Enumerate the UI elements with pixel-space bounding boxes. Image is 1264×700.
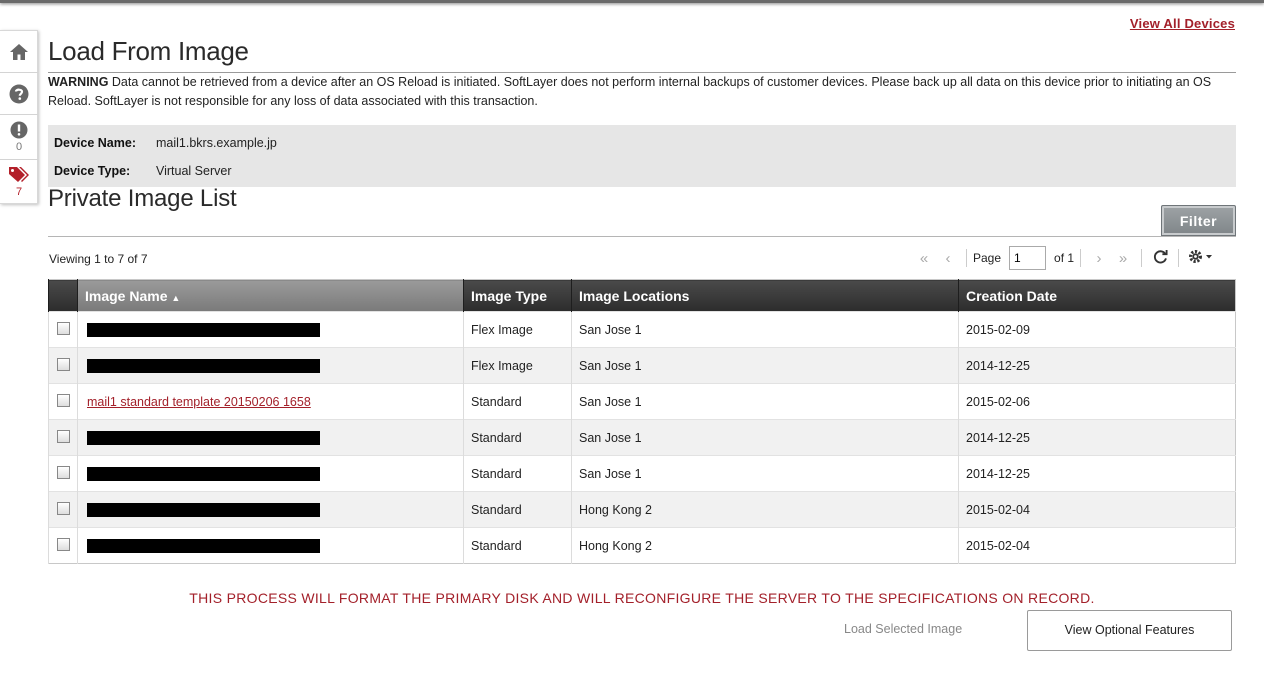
load-selected-image-button[interactable]: Load Selected Image bbox=[844, 622, 963, 636]
table-row[interactable] bbox=[49, 384, 1236, 420]
rail-help[interactable] bbox=[0, 73, 38, 115]
view-optional-features-button[interactable]: View Optional Features bbox=[1027, 610, 1232, 651]
last-page-icon[interactable]: » bbox=[1118, 249, 1128, 267]
image-table bbox=[48, 279, 1236, 564]
creation-date-cell: 2015-02-04 bbox=[959, 528, 1236, 564]
tags-count: 7 bbox=[15, 185, 23, 198]
table-row[interactable] bbox=[49, 312, 1236, 348]
device-type-value: Virtual Server bbox=[156, 164, 232, 178]
sort-asc-icon: ▲ bbox=[171, 292, 181, 303]
warning-text: Data cannot be retrieved from a device after an OS Reload is initiated. SoftLayer does not perform internal backups of customer devices. Please back up all data on this device prior to initiating an OS Reload. SoftLayer is not responsible for any loss of data associated with this transaction. bbox=[48, 75, 1212, 108]
table-header-row bbox=[49, 280, 1236, 312]
redacted-image-name bbox=[87, 503, 320, 517]
settings-gear-icon[interactable] bbox=[1185, 249, 1217, 268]
creation-date-cell: 2015-02-09 bbox=[959, 312, 1236, 348]
help-icon bbox=[9, 84, 29, 104]
image-name-cell bbox=[78, 456, 464, 492]
prev-page-icon[interactable]: ‹ bbox=[945, 249, 951, 267]
warning-label: WARNING bbox=[48, 75, 109, 89]
row-select-cell bbox=[49, 348, 78, 384]
viewing-count: Viewing 1 to 7 of 7 bbox=[49, 252, 148, 266]
redacted-image-name bbox=[87, 323, 320, 337]
row-select-cell bbox=[49, 420, 78, 456]
tags-icon bbox=[8, 166, 30, 184]
pager-divider bbox=[1141, 249, 1142, 267]
row-select-cell bbox=[49, 312, 78, 348]
section-divider bbox=[48, 236, 1236, 237]
redacted-image-name bbox=[87, 431, 320, 445]
column-image-name[interactable] bbox=[78, 280, 464, 312]
image-location-cell: San Jose 1 bbox=[572, 420, 959, 456]
image-type-cell: Flex Image bbox=[464, 348, 572, 384]
rail-alerts[interactable] bbox=[0, 115, 38, 160]
pager-divider bbox=[1178, 249, 1179, 267]
device-info-panel bbox=[48, 125, 1236, 187]
alert-icon bbox=[10, 121, 28, 139]
pager-divider bbox=[966, 249, 967, 267]
image-location-cell: San Jose 1 bbox=[572, 348, 959, 384]
column-image-locations[interactable]: Image Locations bbox=[572, 280, 959, 312]
row-checkbox[interactable] bbox=[57, 466, 70, 479]
table-row[interactable] bbox=[49, 420, 1236, 456]
table-row[interactable] bbox=[49, 348, 1236, 384]
row-select-cell bbox=[49, 492, 78, 528]
pager-divider bbox=[1080, 249, 1081, 267]
image-location-cell: Hong Kong 2 bbox=[572, 528, 959, 564]
table-row[interactable] bbox=[49, 528, 1236, 564]
next-page-icon[interactable]: › bbox=[1096, 249, 1102, 267]
device-type-label: Device Type: bbox=[54, 164, 131, 178]
redacted-image-name bbox=[87, 539, 320, 553]
image-type-cell: Standard bbox=[464, 528, 572, 564]
device-type-row bbox=[54, 164, 232, 178]
rail-home[interactable] bbox=[0, 31, 38, 73]
image-location-cell: San Jose 1 bbox=[572, 384, 959, 420]
page-title: Load From Image bbox=[48, 36, 249, 66]
refresh-icon[interactable] bbox=[1148, 249, 1172, 268]
image-name-cell bbox=[78, 528, 464, 564]
row-select-cell bbox=[49, 528, 78, 564]
pagination bbox=[912, 246, 1217, 270]
section-title: Private Image List bbox=[48, 185, 237, 212]
redacted-image-name bbox=[87, 359, 320, 373]
row-select-cell bbox=[49, 456, 78, 492]
view-all-devices-link[interactable]: View All Devices bbox=[1129, 16, 1235, 31]
page-total: of 1 bbox=[1054, 251, 1075, 265]
first-page-icon[interactable]: « bbox=[919, 249, 929, 267]
device-name-row bbox=[54, 136, 277, 150]
left-rail bbox=[0, 30, 38, 204]
row-checkbox[interactable] bbox=[57, 502, 70, 515]
redacted-image-name bbox=[87, 467, 320, 481]
warning-message bbox=[48, 73, 1236, 110]
row-select-cell bbox=[49, 384, 78, 420]
device-name-label: Device Name: bbox=[54, 136, 136, 150]
image-name-link[interactable]: mail1 standard template 20150206 1658 bbox=[87, 394, 311, 409]
page-label: Page bbox=[973, 251, 1002, 265]
row-checkbox[interactable] bbox=[57, 358, 70, 371]
filter-button[interactable]: Filter bbox=[1161, 205, 1236, 236]
image-name-cell bbox=[78, 420, 464, 456]
creation-date-cell: 2015-02-06 bbox=[959, 384, 1236, 420]
creation-date-cell: 2014-12-25 bbox=[959, 348, 1236, 384]
row-checkbox[interactable] bbox=[57, 394, 70, 407]
row-checkbox[interactable] bbox=[57, 322, 70, 335]
column-label: Image Name bbox=[85, 287, 168, 304]
home-icon bbox=[9, 43, 29, 61]
top-shadow-bar bbox=[0, 0, 1264, 3]
image-type-cell: Standard bbox=[464, 420, 572, 456]
table-row[interactable] bbox=[49, 456, 1236, 492]
image-location-cell: Hong Kong 2 bbox=[572, 492, 959, 528]
format-warning-notice: THIS PROCESS WILL FORMAT THE PRIMARY DISK AND WILL RECONFIGURE THE SERVER TO THE SPECIFICATIONS ON RECORD. bbox=[189, 590, 1095, 606]
page-number-input[interactable] bbox=[1009, 246, 1046, 270]
image-location-cell: San Jose 1 bbox=[572, 312, 959, 348]
select-column-header bbox=[49, 280, 78, 312]
image-name-cell bbox=[78, 348, 464, 384]
image-type-cell: Flex Image bbox=[464, 312, 572, 348]
image-type-cell: Standard bbox=[464, 456, 572, 492]
image-location-cell: San Jose 1 bbox=[572, 456, 959, 492]
creation-date-cell: 2014-12-25 bbox=[959, 420, 1236, 456]
image-type-cell: Standard bbox=[464, 492, 572, 528]
image-type-cell: Standard bbox=[464, 384, 572, 420]
image-name-cell bbox=[78, 384, 464, 420]
image-name-cell bbox=[78, 312, 464, 348]
alert-count: 0 bbox=[15, 141, 23, 153]
row-checkbox[interactable] bbox=[57, 430, 70, 443]
row-checkbox[interactable] bbox=[57, 538, 70, 551]
table-row[interactable] bbox=[49, 492, 1236, 528]
device-name-value: mail1.bkrs.example.jp bbox=[156, 136, 277, 150]
creation-date-cell: 2014-12-25 bbox=[959, 456, 1236, 492]
image-name-cell bbox=[78, 492, 464, 528]
column-image-type[interactable]: Image Type bbox=[464, 280, 572, 312]
rail-tags[interactable] bbox=[0, 160, 38, 203]
creation-date-cell: 2015-02-04 bbox=[959, 492, 1236, 528]
column-creation-date[interactable]: Creation Date bbox=[959, 280, 1236, 312]
